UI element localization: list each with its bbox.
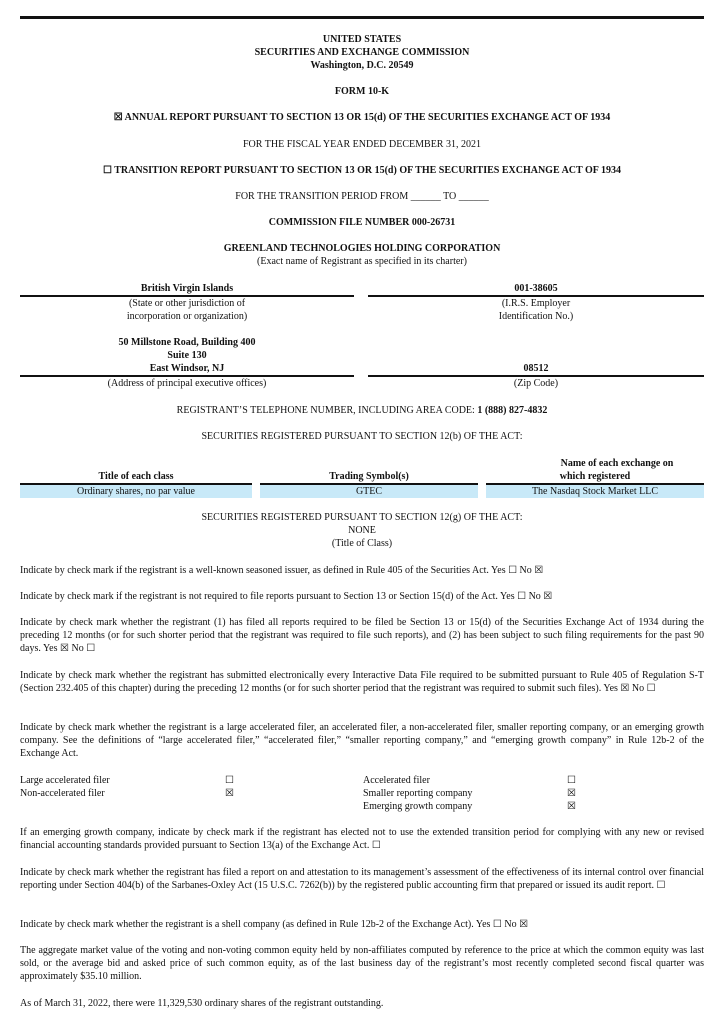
shell-company-question: Indicate by check mark whether the registrant is a shell company (as defined in Rule 12b-2 of the Exchange Act). Yes ☐ No ☒ — [20, 919, 529, 930]
col-symbol-header: Trading Symbol(s) — [329, 471, 409, 482]
non-accelerated-label: Non-accelerated filer — [20, 788, 105, 799]
accelerated-checkbox[interactable]: ☐ — [567, 775, 576, 786]
interactive-data-question: Indicate by check mark whether the registrant has submitted electronically every Interactive Data File required to be submitted pursuant to Rule 405 of Regulation S-T (Section 232.405 of this chapter) during the preceding 12 months (or for such shorter period that the registrant was required to submit such files). Yes ☒ No ☐ — [20, 670, 704, 694]
wksi-question: Indicate by check mark if the registrant is a well-known seasoned issuer, as defined in Rule 405 of the Securities Act. Yes ☐ No ☒ — [20, 565, 544, 576]
form-title: FORM 10-K — [334, 86, 390, 97]
filed-reports-question: Indicate by check mark whether the registrant (1) has filed all reports required to be filed be Section 13 or 15(d) of the Securities Exchange Act of 1934 during the preceding 12 months (or for such shorter period that the registrant was required to file such reports), and (2) has been subject to such filing requirements for the past 90 days. Yes ☒ No ☐ — [20, 617, 704, 654]
top-rule — [20, 16, 704, 19]
non-accelerated-checkbox[interactable]: ☒ — [225, 788, 234, 799]
icfr-attestation-question: Indicate by check mark whether the registrant has filed a report on and attestation to its management’s assessment of the effectiveness of its internal control over financial reporting under Section 404(b) of the Sarbanes-Oxley Act (15 U.S.C. 7262(b)) by the registered public accounting firm that prepared or issued its audit report. ☐ — [20, 867, 704, 891]
filer-type-question: Indicate by check mark whether the registrant is a large accelerated filer, an accelerated filer, a non-accelerated filer, smaller reporting company, or an emerging growth company. See the definitions of “large accelerated filer,” “accelerated filer,” “smaller reporting company,” and “emerging growth company” in Rule 12b-2 of the Exchange Act. — [20, 722, 704, 759]
smaller-reporting-label: Smaller reporting company — [363, 788, 473, 799]
registrant-name-caption: (Exact name of Registrant as specified in its charter) — [257, 256, 467, 267]
security-title-cell: Ordinary shares, no par value — [76, 486, 195, 497]
address-line-2: Suite 130 — [167, 350, 207, 361]
not-required-question: Indicate by check mark if the registrant is not required to file reports pursuant to Section 13 or Section 15(d) of the Act. Yes ☐ No ☒ — [20, 591, 553, 602]
large-accelerated-checkbox[interactable]: ☐ — [225, 775, 234, 786]
telephone-label: REGISTRANT’S TELEPHONE NUMBER, INCLUDING AREA CODE: — [176, 405, 475, 416]
zip-caption: (Zip Code) — [513, 378, 559, 389]
section-12g-caption: (Title of Class) — [331, 538, 393, 549]
large-accelerated-label: Large accelerated filer — [20, 775, 110, 786]
transition-period-line: FOR THE TRANSITION PERIOD FROM ______ TO ______ — [235, 191, 489, 202]
jurisdiction-caption-1: (State or other jurisdiction of — [128, 298, 246, 309]
address-line-1: 50 Millstone Road, Building 400 — [118, 337, 256, 348]
telephone-line — [20, 404, 704, 417]
jurisdiction-caption-2: incorporation or organization) — [126, 311, 248, 322]
smaller-reporting-checkbox[interactable]: ☒ — [567, 788, 576, 799]
header-washington: Washington, D.C. 20549 — [310, 60, 414, 71]
transition-election-question: If an emerging growth company, indicate by check mark if the registrant has elected not to use the extended transition period for complying with any new or revised financial accounting standards provided pursuant to Section 13(a) of the Exchange Act. ☐ — [20, 827, 704, 851]
jurisdiction-value: British Virgin Islands — [140, 283, 234, 294]
col-title-header: Title of each class — [98, 471, 174, 482]
irs-caption-1: (I.R.S. Employer — [501, 298, 571, 309]
emerging-growth-label: Emerging growth company — [363, 801, 473, 812]
col-exchange-header-1: Name of each exchange on — [560, 458, 674, 469]
commission-file-number: COMMISSION FILE NUMBER 000-26731 — [268, 217, 456, 228]
zip-code: 08512 — [523, 363, 549, 374]
telephone-number: 1 (888) 827-4832 — [477, 405, 548, 416]
irs-number: 001-38605 — [514, 283, 558, 294]
section-12g-value: NONE — [348, 525, 376, 536]
section-12g-title: SECURITIES REGISTERED PURSUANT TO SECTION 12(g) OF THE ACT: — [201, 512, 523, 523]
shares-outstanding-statement: As of March 31, 2022, there were 11,329,530 ordinary shares of the registrant outstanding. — [20, 998, 384, 1009]
emerging-growth-checkbox[interactable]: ☒ — [567, 801, 576, 812]
fiscal-year-line: FOR THE FISCAL YEAR ENDED DECEMBER 31, 2021 — [243, 139, 481, 150]
registrant-name: GREENLAND TECHNOLOGIES HOLDING CORPORATION — [223, 243, 501, 254]
header-united-states: UNITED STATES — [322, 34, 402, 45]
irs-caption-2: Identification No.) — [498, 311, 574, 322]
header-sec: SECURITIES AND EXCHANGE COMMISSION — [254, 47, 470, 58]
accelerated-label: Accelerated filer — [363, 775, 430, 786]
section-12b-title: SECURITIES REGISTERED PURSUANT TO SECTION 12(b) OF THE ACT: — [201, 431, 523, 442]
transition-report-line: ☐ TRANSITION REPORT PURSUANT TO SECTION 13 OR 15(d) OF THE SECURITIES EXCHANGE ACT OF 1934 — [102, 165, 622, 176]
exchange-cell: The Nasdaq Stock Market LLC — [531, 486, 659, 497]
address-line-3: East Windsor, NJ — [149, 363, 225, 374]
trading-symbol-cell: GTEC — [355, 486, 383, 497]
col-exchange-header-2: which registered — [559, 471, 631, 482]
address-caption: (Address of principal executive offices) — [107, 378, 267, 389]
market-value-statement: The aggregate market value of the voting and non-voting common equity held by non-affiliates computed by reference to the price at which the common equity was last sold, or the average bid and asked price of such common equity, as of the last business day of the registrant’s most recently completed second fiscal quarter was approximately $35.10 million. — [20, 945, 704, 982]
annual-report-line: ☒ ANNUAL REPORT PURSUANT TO SECTION 13 OR 15(d) OF THE SECURITIES EXCHANGE ACT OF 1934 — [113, 112, 611, 123]
